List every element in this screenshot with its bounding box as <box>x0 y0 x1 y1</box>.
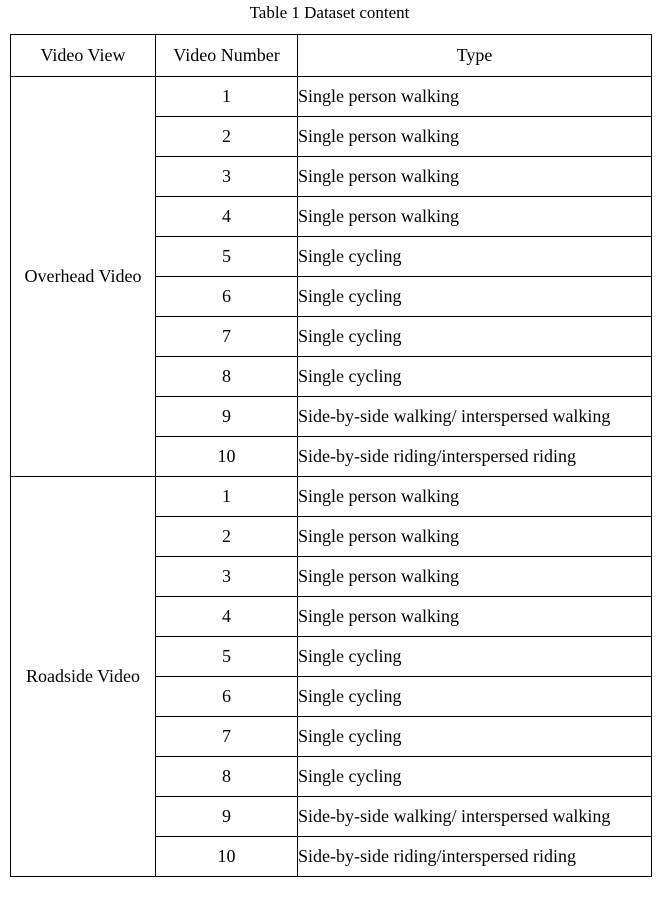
type-cell: Side-by-side riding/interspersed riding <box>298 837 652 877</box>
type-cell: Single person walking <box>298 477 652 517</box>
type-cell: Single cycling <box>298 637 652 677</box>
video-number-cell: 3 <box>156 557 298 597</box>
type-cell: Single cycling <box>298 757 652 797</box>
type-cell: Single cycling <box>298 277 652 317</box>
type-cell: Single person walking <box>298 597 652 637</box>
video-number-cell: 6 <box>156 677 298 717</box>
type-cell: Side-by-side walking/ interspersed walking <box>298 397 652 437</box>
header-video-view: Video View <box>11 35 156 77</box>
table-body <box>11 77 652 877</box>
video-view-cell: Overhead Video <box>11 77 156 477</box>
table-row <box>11 477 652 517</box>
type-cell: Single person walking <box>298 197 652 237</box>
header-type: Type <box>298 35 652 77</box>
video-number-cell: 3 <box>156 157 298 197</box>
video-number-cell: 9 <box>156 797 298 837</box>
type-cell: Side-by-side riding/interspersed riding <box>298 437 652 477</box>
type-cell: Single cycling <box>298 717 652 757</box>
type-cell: Single person walking <box>298 77 652 117</box>
type-cell: Single cycling <box>298 357 652 397</box>
table-caption: Table 1 Dataset content <box>249 3 410 22</box>
table-header-row <box>11 35 652 77</box>
video-number-cell: 4 <box>156 597 298 637</box>
type-cell: Single person walking <box>298 557 652 597</box>
type-cell: Single person walking <box>298 117 652 157</box>
type-cell: Side-by-side walking/ interspersed walking <box>298 797 652 837</box>
type-cell: Single cycling <box>298 237 652 277</box>
video-number-cell: 10 <box>156 837 298 877</box>
video-number-cell: 10 <box>156 437 298 477</box>
video-view-cell: Roadside Video <box>11 477 156 877</box>
video-number-cell: 9 <box>156 397 298 437</box>
type-cell: Single person walking <box>298 517 652 557</box>
video-number-cell: 1 <box>156 477 298 517</box>
video-number-cell: 8 <box>156 757 298 797</box>
type-cell: Single person walking <box>298 157 652 197</box>
video-number-cell: 5 <box>156 237 298 277</box>
video-number-cell: 7 <box>156 717 298 757</box>
type-cell: Single cycling <box>298 317 652 357</box>
header-video-number: Video Number <box>156 35 298 77</box>
video-number-cell: 5 <box>156 637 298 677</box>
video-number-cell: 8 <box>156 357 298 397</box>
video-number-cell: 6 <box>156 277 298 317</box>
table-row <box>11 77 652 117</box>
video-number-cell: 1 <box>156 77 298 117</box>
dataset-table <box>10 34 652 877</box>
type-cell: Single cycling <box>298 677 652 717</box>
video-number-cell: 2 <box>156 117 298 157</box>
video-number-cell: 4 <box>156 197 298 237</box>
video-number-cell: 7 <box>156 317 298 357</box>
video-number-cell: 2 <box>156 517 298 557</box>
